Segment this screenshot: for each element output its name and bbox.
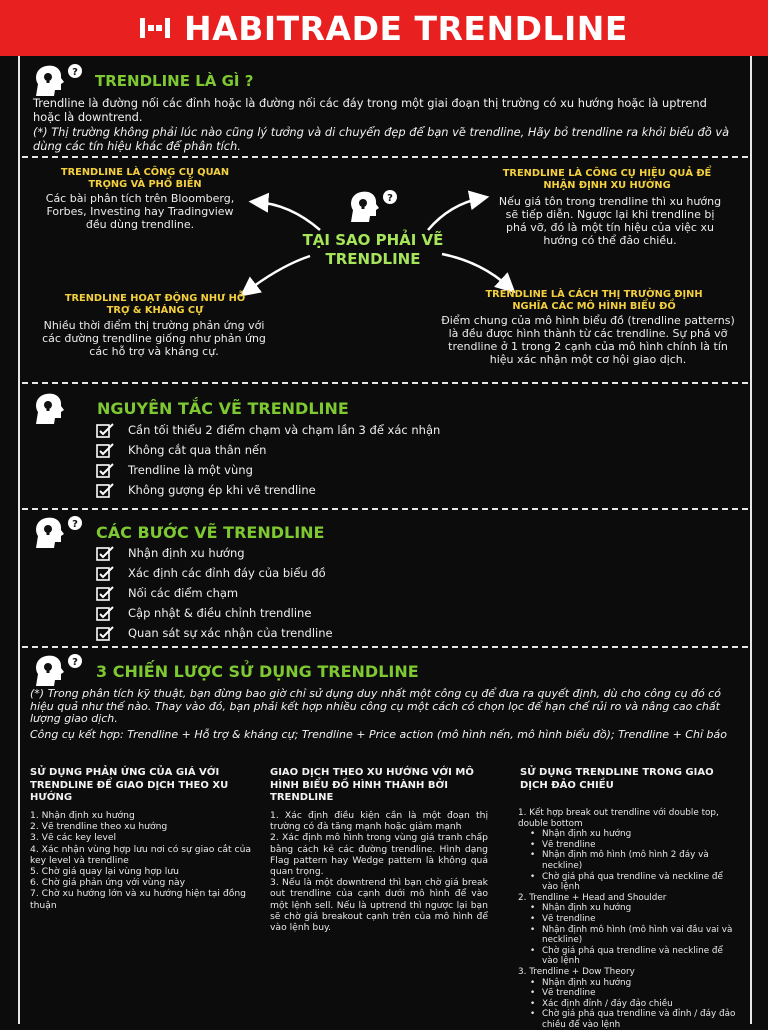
list-item: • Vẽ trendline xyxy=(518,840,740,851)
list-item: 1. Xác định điều kiện cần là một đoạn thị trường có đà tăng mạnh hoặc giảm mạnh xyxy=(270,810,488,833)
list-item: 3. Vẽ các key level xyxy=(30,832,117,844)
list-item: • Vẽ trendline xyxy=(518,914,740,925)
list-item: 6. Chờ giá phản ứng với vùng này xyxy=(30,877,186,889)
steps-list xyxy=(96,545,333,645)
why-item-4-title: TRENDLINE LÀ CÁCH THỊ TRƯỜNG ĐỊNH NGHĨA CÁC MÔ HÌNH BIỂU ĐỒ xyxy=(485,289,703,312)
strategy-2-title: GIAO DỊCH THEO XU HƯỚNG VỚI MÔ HÌNH BIỂU ĐỒ HÌNH THÀNH BỞI TRENDLINE xyxy=(270,767,474,803)
list-item: • Nhận định xu hướng xyxy=(518,978,740,989)
why-item-2-title: TRENDLINE LÀ CÔNG CỤ HIỆU QUẢ ĐỂ NHẬN ĐỊNH XU HƯỚNG xyxy=(502,168,712,191)
habitrade-logo-icon xyxy=(140,16,170,40)
list-item: Cần tối thiểu 2 điểm chạm và chạm lần 3 để xác nhận xyxy=(96,422,440,442)
list-item: Nối các điểm chạm xyxy=(96,585,333,605)
strategies-combo: Công cụ kết hợp: Trendline + Hỗ trợ & kháng cự; Trendline + Price action (mô hình nến, mô hình biểu đồ); Trendline + Chỉ báo xyxy=(30,728,727,741)
strategies-title: 3 CHIẾN LƯỢC SỬ DỤNG TRENDLINE xyxy=(96,662,419,681)
list-item: Nhận định xu hướng xyxy=(96,545,333,565)
strategy-3-list xyxy=(518,808,740,1030)
why-center-title: TẠI SAO PHẢI VẼ TRENDLINE xyxy=(302,231,444,268)
list-item: 2. Xác định mô hình trong vùng giá tranh chấp bằng cách kẻ các đường trendline. Hình dạng Flag pattern hay Wedge pattern là không quá quan trọng. xyxy=(270,832,488,878)
list-item: 3. Nếu là một downtrend thì bạn chờ giá break out trendline của cạnh dưới mô hình để vào một lệnh sell. Nếu là uptrend thì ngược lại bạn sẽ chờ giá breakout cạnh trên của mô hình để vào lệnh buy. xyxy=(270,877,488,934)
list-item: 1. Nhận định xu hướng xyxy=(30,810,135,821)
checkbox-icon xyxy=(96,566,114,581)
checkbox-icon xyxy=(96,586,114,601)
what-paragraph: Trendline là đường nối các đỉnh hoặc là đường nối các đáy trong một giai đoạn thị trường có xu hướng hoặc là uptrend hoặc là downtrend. xyxy=(33,96,707,124)
list-item: 2. Vẽ trendline theo xu hướng xyxy=(30,821,168,833)
principles-list xyxy=(96,422,440,502)
checkbox-icon xyxy=(96,423,114,438)
head-lightbulb-icon xyxy=(32,514,92,552)
divider xyxy=(22,646,748,648)
list-item: Cập nhật & điều chỉnh trendline xyxy=(96,605,333,625)
what-title: TRENDLINE LÀ GÌ ? xyxy=(95,72,254,90)
checkbox-icon xyxy=(96,443,114,458)
list-item: Xác định các đỉnh đáy của biểu đồ xyxy=(96,565,333,585)
divider xyxy=(22,382,748,384)
list-item: Trendline là một vùng xyxy=(96,462,440,482)
svg-text:?: ? xyxy=(72,519,78,530)
list-item: • Nhận định mô hình (mô hình 2 đáy và neckline) xyxy=(518,850,740,871)
why-item-1-text: Các bài phân tích trên Bloomberg, Forbes, Investing hay Tradingview đều dùng trendline. xyxy=(45,192,235,231)
strategy-1-title: SỬ DỤNG PHẢN ỨNG CỦA GIÁ VỚI TRENDLINE ĐỂ GIAO DỊCH THEO XU HƯỚNG xyxy=(30,767,229,803)
list-item: 7. Chờ xu hướng lớn và xu hướng hiện tại đồng thuận xyxy=(30,888,247,911)
list-item: • Chờ giá phá qua trendline và đỉnh / đáy đảo chiều để vào lệnh xyxy=(518,1009,740,1030)
strategies-note: (*) Trong phân tích kỹ thuật, bạn đừng bao giờ chỉ sử dụng duy nhất một công cụ để đưa ra quyết định, dù cho công cụ đó có hiệu quả như thế nào. Thay vào đó, bạn phải kết hợp nhiều công cụ một cách có chọn lọc để hạn chế rủi ro và nâng cao chất lượng giao dịch. xyxy=(30,687,721,725)
divider xyxy=(22,508,748,510)
what-note: (*) Thị trường không phải lúc nào cũng lý tưởng và di chuyển đẹp để bạn vẽ trendline, Hãy bỏ trendline ra khỏi biểu đồ và dùng các tín hiệu khác để phân tích. xyxy=(33,125,730,153)
list-item: • Chờ giá phá qua trendline và neckline để vào lệnh xyxy=(518,872,740,893)
page-title: HABITRADE TRENDLINE xyxy=(184,8,628,48)
steps-title: CÁC BƯỚC VẼ TRENDLINE xyxy=(96,523,325,542)
list-item: Quan sát sự xác nhận của trendline xyxy=(96,625,333,645)
list-item: • Vẽ trendline xyxy=(518,988,740,999)
svg-text:?: ? xyxy=(72,67,78,78)
list-item: Không gượng ép khi vẽ trendline xyxy=(96,482,440,502)
head-lightbulb-icon xyxy=(32,390,92,428)
principles-title: NGUYÊN TẮC VẼ TRENDLINE xyxy=(97,399,349,418)
strategy-3-title: SỬ DỤNG TRENDLINE TRONG GIAO DỊCH ĐẢO CHIỀU xyxy=(520,767,714,791)
checkbox-icon xyxy=(96,626,114,641)
list-item: • Nhận định mô hình (mô hình vai đầu vai và neckline) xyxy=(518,925,740,946)
checkbox-icon xyxy=(96,483,114,498)
strategy-1-list xyxy=(30,810,252,911)
list-item: • Nhận định xu hướng xyxy=(518,903,740,914)
why-item-4-text: Điểm chung của mô hình biểu đồ (trendline patterns) là đều được hình thành từ các trendline. Sự phá vỡ trendline ở 1 trong 2 cạnh của mô hình chính là tín hiệu xác nhận một cơ hội giao dịch. xyxy=(441,314,735,366)
svg-text:?: ? xyxy=(72,657,78,668)
list-item: • Chờ giá phá qua trendline và neckline để vào lệnh xyxy=(518,946,740,967)
list-item: 4. Xác nhận vùng hợp lưu nơi có sự giao cắt của key level và trendline xyxy=(30,843,252,866)
head-lightbulb-icon xyxy=(32,62,92,100)
why-item-3-title: TRENDLINE HOẠT ĐỘNG NHƯ HỖ TRỢ & KHÁNG CỰ xyxy=(64,293,246,316)
strategy-2-list xyxy=(270,810,488,933)
svg-text:?: ? xyxy=(387,193,393,204)
page-header xyxy=(0,0,768,56)
list-item: • Nhận định xu hướng xyxy=(518,829,740,840)
list-item: 5. Chờ giá quay lại vùng hợp lưu xyxy=(30,866,179,878)
list-item: 3. Trendline + Dow Theory xyxy=(518,966,635,977)
list-item: Không cắt qua thân nến xyxy=(96,442,440,462)
why-item-2-text: Nếu giá tôn trong trendline thì xu hướng sẽ tiếp diễn. Ngược lại khi trendline bị phá vỡ, đó là một tín hiệu của việc xu hướng có thể đảo chiều. xyxy=(498,195,722,247)
checkbox-icon xyxy=(96,463,114,478)
divider xyxy=(22,156,748,158)
why-item-3-text: Nhiều thời điểm thị trường phản ứng với các đường trendline giống như phản ứng các hỗ trợ và kháng cự. xyxy=(42,319,266,358)
list-item: 2. Trendline + Head and Shoulder xyxy=(518,892,667,903)
list-item: 1. Kết hợp break out trendline với double top, double bottom xyxy=(518,808,719,829)
checkbox-icon xyxy=(96,606,114,621)
why-item-1-title: TRENDLINE LÀ CÔNG CỤ QUAN TRỌNG VÀ PHỔ BIẾN xyxy=(60,167,230,190)
list-item: • Xác định đỉnh / đáy đảo chiều xyxy=(518,999,740,1010)
head-lightbulb-icon xyxy=(32,652,92,690)
checkbox-icon xyxy=(96,546,114,561)
